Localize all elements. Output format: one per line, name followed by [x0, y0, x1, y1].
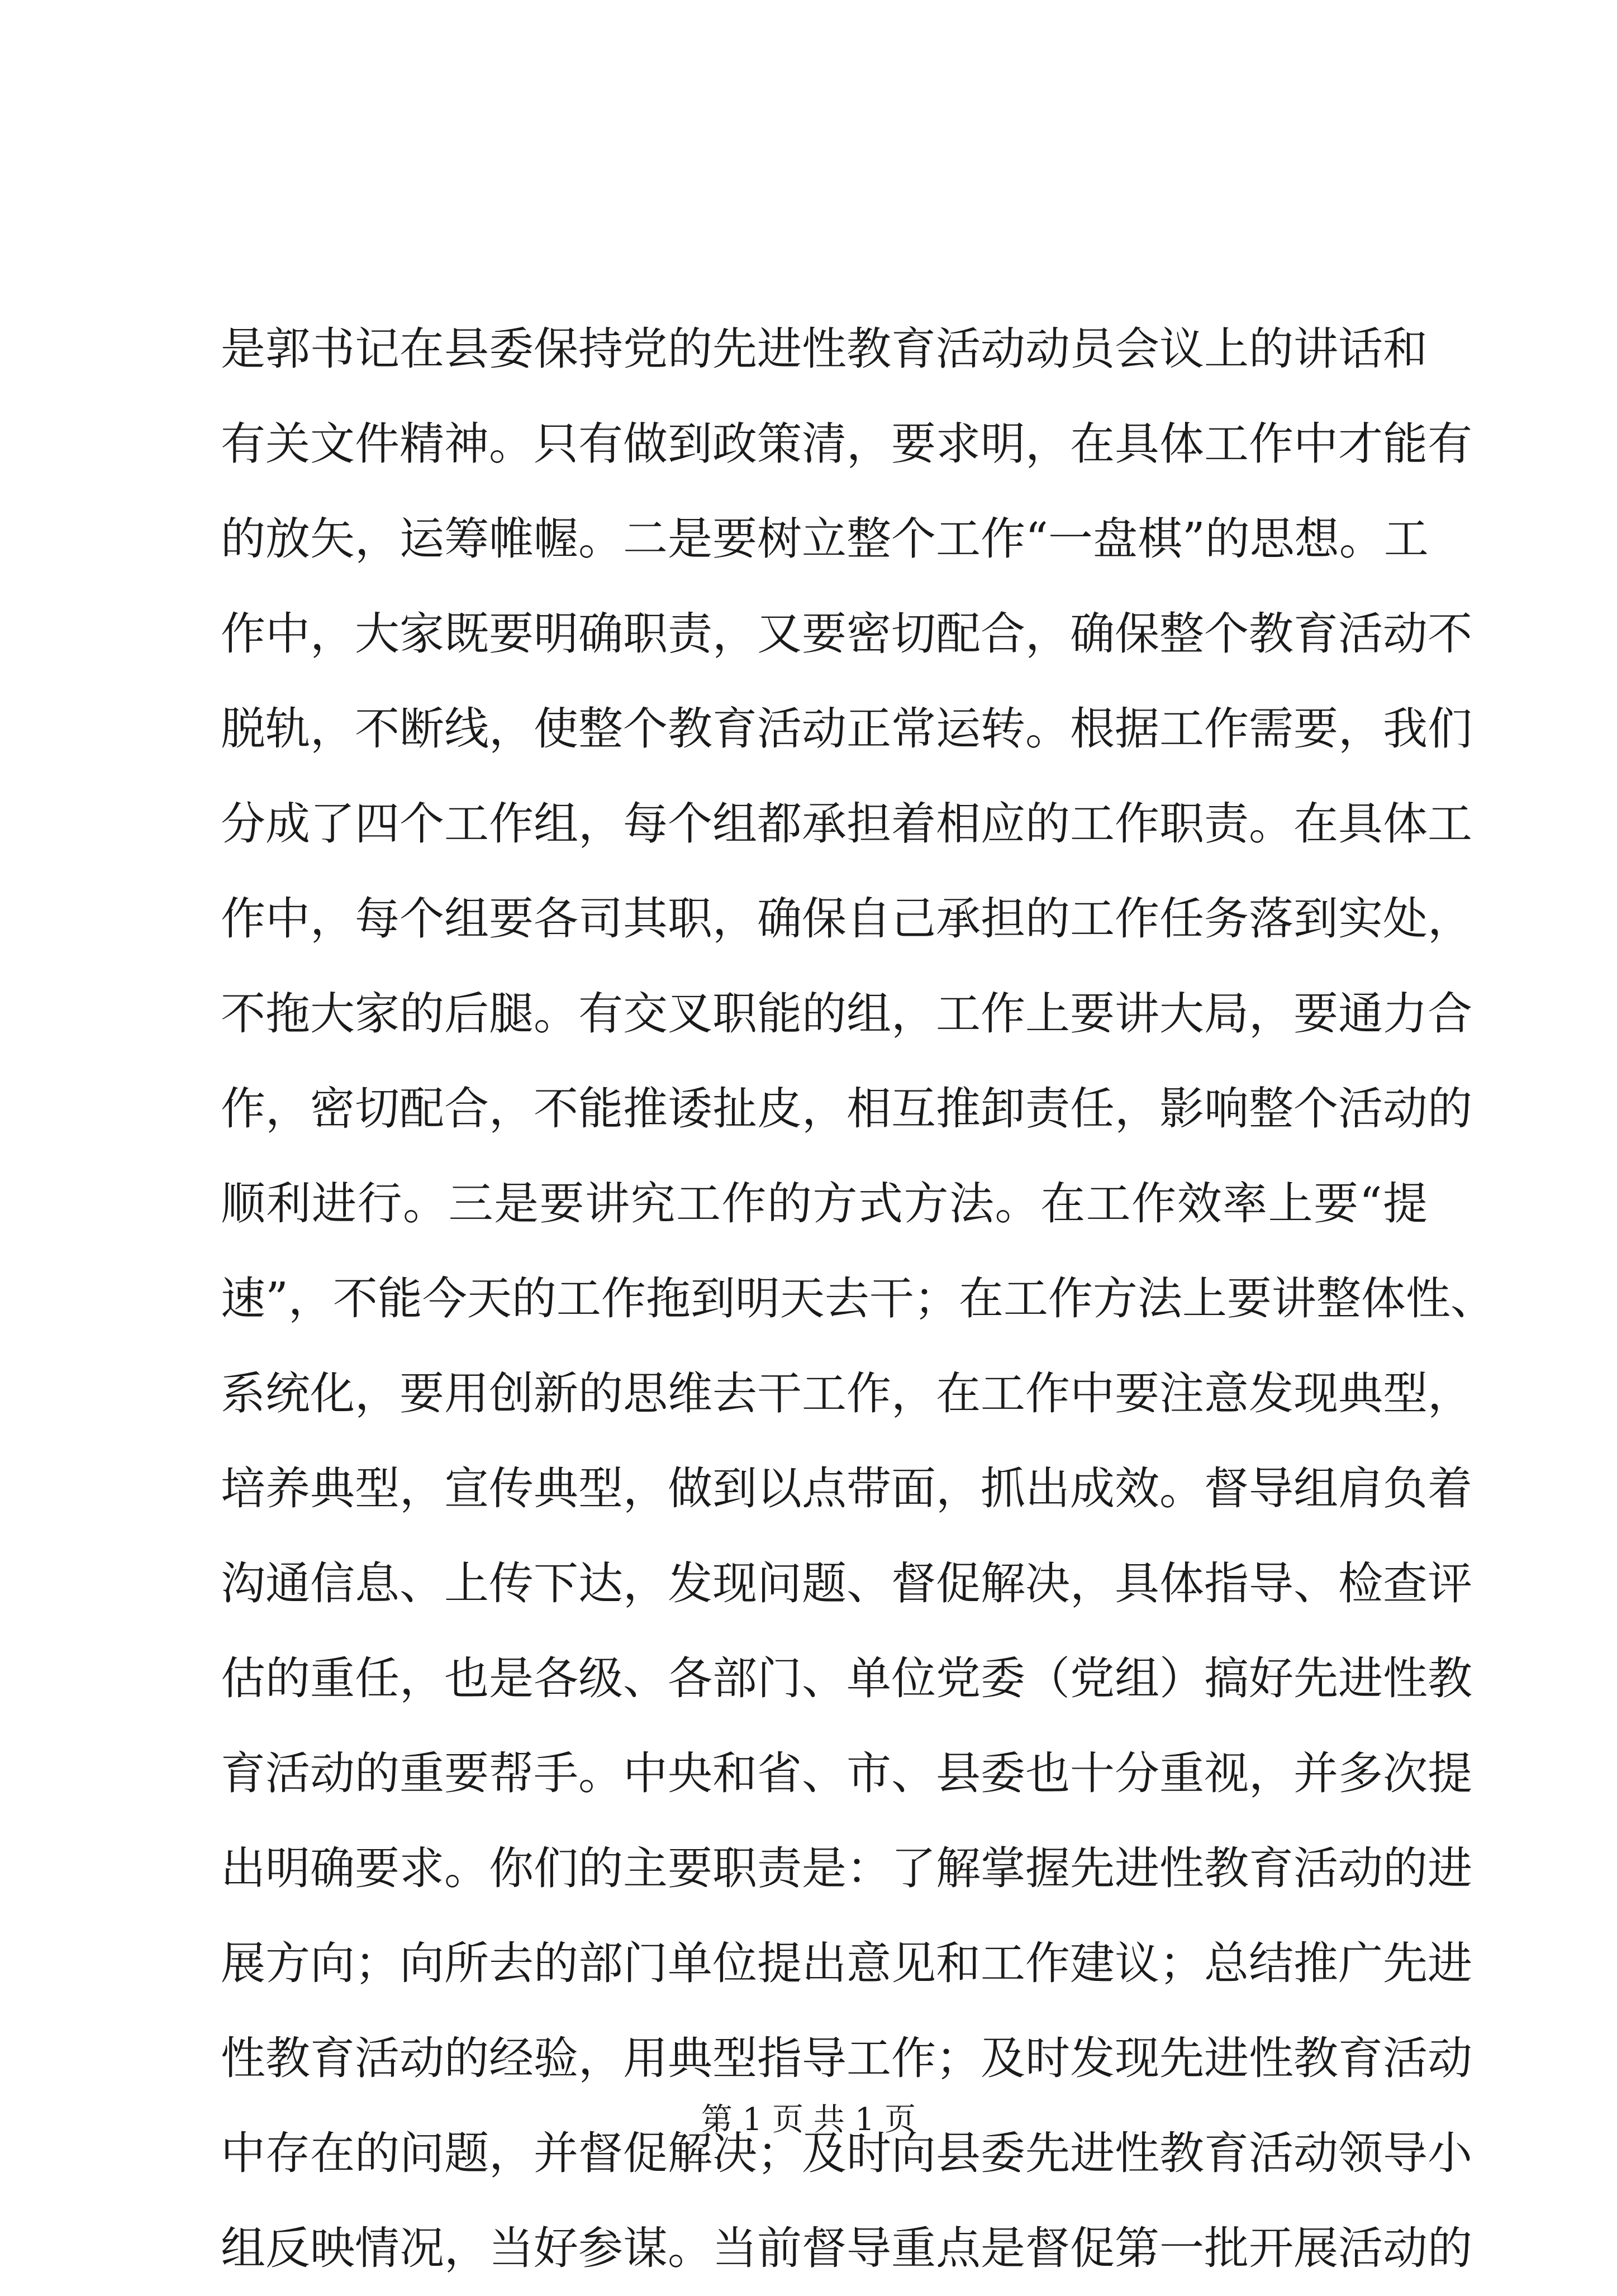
text-line: 展方向；向所去的部门单位提出意见和工作建议；总结推广先进 — [221, 1937, 1472, 1989]
text-line: 不拖大家的后腿。有交叉职能的组，工作上要讲大局，要通力合 — [221, 988, 1472, 1040]
text-line: 作中，大家既要明确职责，又要密切配合，确保整个教育活动不 — [221, 608, 1472, 660]
text-line: 培养典型，宣传典型，做到以点带面，抓出成效。督导组肩负着 — [221, 1463, 1472, 1514]
text-line: 出明确要求。你们的主要职责是：了解掌握先进性教育活动的进 — [221, 1842, 1472, 1894]
text-line: 的放矢，运筹帷幄。二是要树立整个工作“一盘棋”的思想。工 — [221, 513, 1429, 565]
text-line: 沟通信息、上传下达，发现问题、督促解决，具体指导、检查评 — [221, 1557, 1472, 1609]
page-number-label: 第 1 页 共 1 页 — [701, 2102, 916, 2138]
text-line: 是郭书记在县委保持党的先进性教育活动动员会议上的讲话和 — [221, 323, 1428, 375]
text-line: 速”，不能今天的工作拖到明天去干；在工作方法上要讲整体性、 — [221, 1273, 1495, 1325]
body-paragraph — [221, 302, 1495, 2296]
text-line: 性教育活动的经验，用典型指导工作；及时发现先进性教育活动 — [221, 2032, 1472, 2084]
page-footer — [0, 2098, 1617, 2142]
text-line: 脱轨，不断线，使整个教育活动正常运转。根据工作需要，我们 — [221, 703, 1472, 755]
text-line: 估的重任，也是各级、各部门、单位党委（党组）搞好先进性教 — [221, 1652, 1472, 1704]
text-line: 作中，每个组要各司其职，确保自己承担的工作任务落到实处， — [221, 893, 1472, 945]
text-line: 育活动的重要帮手。中央和省、市、县委也十分重视，并多次提 — [221, 1747, 1472, 1799]
text-line: 作，密切配合，不能推诿扯皮，相互推卸责任，影响整个活动的 — [221, 1083, 1472, 1135]
text-line: 系统化，要用创新的思维去干工作，在工作中要注意发现典型， — [221, 1368, 1472, 1419]
text-line: 组反映情况，当好参谋。当前督导重点是督促第一批开展活动的 — [221, 2222, 1472, 2274]
text-line: 顺利进行。三是要讲究工作的方式方法。在工作效率上要“提 — [221, 1178, 1428, 1230]
text-line: 分成了四个工作组，每个组都承担着相应的工作职责。在具体工 — [221, 798, 1472, 850]
text-line: 有关文件精神。只有做到政策清，要求明，在具体工作中才能有 — [221, 418, 1472, 470]
text-line: 中存在的问题，并督促解决；及时向县委先进性教育活动领导小 — [221, 2127, 1472, 2179]
